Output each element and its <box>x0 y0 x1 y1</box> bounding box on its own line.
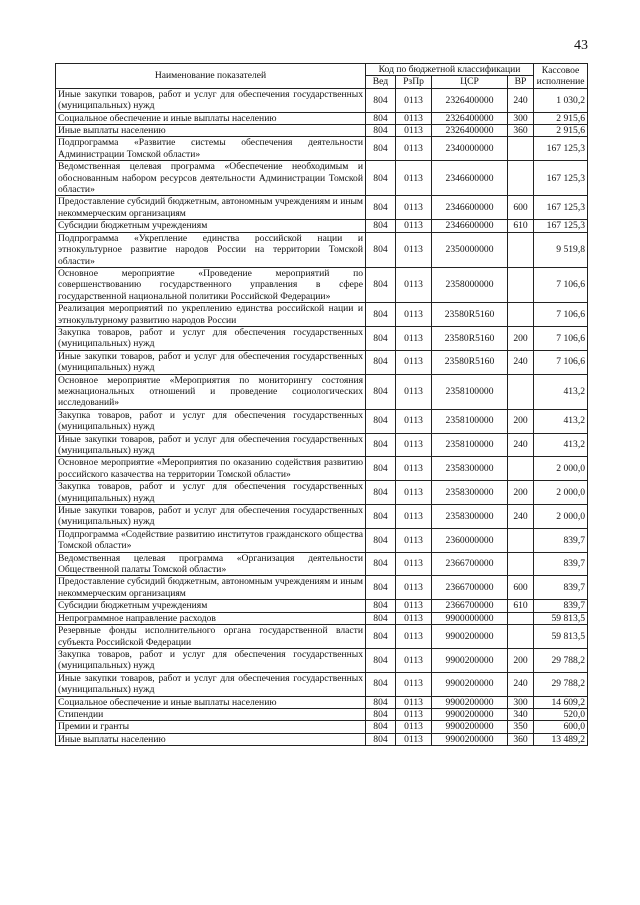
row-amount: 2 915,6 <box>534 112 588 124</box>
row-name: Иные закупки товаров, работ и услуг для обеспечения государственных (муниципальных) нужд <box>56 88 366 112</box>
row-name: Основное мероприятие «Проведение мероприятий по совершенствованию государственного управления в сфере государственной национальной политики Российской Федерации» <box>56 267 366 302</box>
row-ved: 804 <box>366 600 396 612</box>
row-name: Закупка товаров, работ и услуг для обеспечения государственных (муниципальных) нужд <box>56 648 366 672</box>
row-csr: 9900200000 <box>432 648 508 672</box>
row-csr: 2358100000 <box>432 374 508 409</box>
table-row <box>56 88 588 112</box>
row-rzpr: 0113 <box>396 112 432 124</box>
row-csr: 2350000000 <box>432 232 508 267</box>
row-vr <box>508 457 534 481</box>
row-amount: 839,7 <box>534 528 588 552</box>
row-name: Премии и гранты <box>56 721 366 733</box>
row-vr: 240 <box>508 672 534 696</box>
row-ved: 804 <box>366 137 396 161</box>
row-rzpr: 0113 <box>396 708 432 720</box>
row-name: Ведомственная целевая программа «Организация деятельности Общественной палаты Томской области» <box>56 552 366 576</box>
header-ved: Вед <box>366 76 396 88</box>
row-amount: 2 915,6 <box>534 125 588 137</box>
row-csr: 2360000000 <box>432 528 508 552</box>
table-row <box>56 267 588 302</box>
table-row <box>56 137 588 161</box>
row-name: Иные закупки товаров, работ и услуг для обеспечения государственных (муниципальных) нужд <box>56 672 366 696</box>
table-row <box>56 696 588 708</box>
row-ved: 804 <box>366 672 396 696</box>
row-vr <box>508 374 534 409</box>
row-vr: 240 <box>508 433 534 457</box>
row-csr: 2358300000 <box>432 457 508 481</box>
table-row <box>56 733 588 745</box>
table-row <box>56 232 588 267</box>
row-vr <box>508 625 534 649</box>
row-rzpr: 0113 <box>396 220 432 232</box>
row-vr: 600 <box>508 576 534 600</box>
row-ved: 804 <box>366 220 396 232</box>
table-row <box>56 672 588 696</box>
table-row <box>56 481 588 505</box>
row-vr: 350 <box>508 721 534 733</box>
row-vr <box>508 612 534 624</box>
table-row <box>56 196 588 220</box>
header-code-group: Код по бюджетной классификации <box>366 64 534 76</box>
row-csr: 9900200000 <box>432 733 508 745</box>
header-amount: Кассовое исполнение <box>534 64 588 89</box>
table-row <box>56 648 588 672</box>
row-name: Подпрограмма «Содействие развитию институтов гражданского общества Томской области» <box>56 528 366 552</box>
row-ved: 804 <box>366 374 396 409</box>
row-amount: 7 106,6 <box>534 267 588 302</box>
row-rzpr: 0113 <box>396 457 432 481</box>
row-rzpr: 0113 <box>396 161 432 196</box>
row-rzpr: 0113 <box>396 196 432 220</box>
row-name: Иные закупки товаров, работ и услуг для обеспечения государственных (муниципальных) нужд <box>56 433 366 457</box>
row-rzpr: 0113 <box>396 125 432 137</box>
row-amount: 13 489,2 <box>534 733 588 745</box>
table-row <box>56 350 588 374</box>
row-ved: 804 <box>366 326 396 350</box>
row-name: Непрограммное направление расходов <box>56 612 366 624</box>
row-rzpr: 0113 <box>396 481 432 505</box>
row-vr: 200 <box>508 648 534 672</box>
row-ved: 804 <box>366 161 396 196</box>
row-rzpr: 0113 <box>396 733 432 745</box>
table-row <box>56 374 588 409</box>
row-ved: 804 <box>366 528 396 552</box>
row-amount: 29 788,2 <box>534 672 588 696</box>
row-vr: 240 <box>508 88 534 112</box>
row-ved: 804 <box>366 125 396 137</box>
row-amount: 9 519,8 <box>534 232 588 267</box>
row-vr: 200 <box>508 326 534 350</box>
table-row <box>56 600 588 612</box>
row-vr <box>508 528 534 552</box>
row-csr: 9900200000 <box>432 625 508 649</box>
row-ved: 804 <box>366 196 396 220</box>
row-csr: 2346600000 <box>432 161 508 196</box>
row-ved: 804 <box>366 721 396 733</box>
row-name: Иные закупки товаров, работ и услуг для обеспечения государственных (муниципальных) нужд <box>56 505 366 529</box>
row-amount: 1 030,2 <box>534 88 588 112</box>
row-vr: 200 <box>508 481 534 505</box>
row-ved: 804 <box>366 267 396 302</box>
row-name: Предоставление субсидий бюджетным, автономным учреждениям и иным некоммерческим организациям <box>56 576 366 600</box>
row-rzpr: 0113 <box>396 326 432 350</box>
row-name: Основное мероприятие «Мероприятия по мониторингу состояния межнациональных отношений и проведение социологических исследований» <box>56 374 366 409</box>
budget-execution-table <box>55 63 588 746</box>
row-csr: 2358300000 <box>432 505 508 529</box>
row-rzpr: 0113 <box>396 528 432 552</box>
table-row <box>56 125 588 137</box>
row-ved: 804 <box>366 350 396 374</box>
row-vr: 610 <box>508 220 534 232</box>
row-vr: 200 <box>508 409 534 433</box>
row-vr: 360 <box>508 125 534 137</box>
row-csr: 2358000000 <box>432 267 508 302</box>
header-rzpr: РзПр <box>396 76 432 88</box>
row-rzpr: 0113 <box>396 433 432 457</box>
row-csr: 2326400000 <box>432 88 508 112</box>
row-ved: 804 <box>366 696 396 708</box>
row-amount: 839,7 <box>534 552 588 576</box>
row-vr: 240 <box>508 350 534 374</box>
row-vr: 610 <box>508 600 534 612</box>
row-amount: 2 000,0 <box>534 481 588 505</box>
row-rzpr: 0113 <box>396 137 432 161</box>
row-amount: 167 125,3 <box>534 161 588 196</box>
row-csr: 9900200000 <box>432 721 508 733</box>
table-body <box>56 88 588 745</box>
row-name: Ведомственная целевая программа «Обеспечение необходимым и обоснованным набором ресурсов деятельности Администрации Томской области» <box>56 161 366 196</box>
row-csr: 9900200000 <box>432 708 508 720</box>
row-csr: 2326400000 <box>432 112 508 124</box>
row-vr <box>508 232 534 267</box>
row-rzpr: 0113 <box>396 721 432 733</box>
table-row <box>56 721 588 733</box>
table-row <box>56 457 588 481</box>
header-csr: ЦСР <box>432 76 508 88</box>
row-amount: 413,2 <box>534 374 588 409</box>
row-csr: 2358100000 <box>432 409 508 433</box>
table-row <box>56 612 588 624</box>
table-row <box>56 112 588 124</box>
table-row <box>56 409 588 433</box>
row-csr: 9900200000 <box>432 696 508 708</box>
row-csr: 2326400000 <box>432 125 508 137</box>
row-amount: 59 813,5 <box>534 612 588 624</box>
row-ved: 804 <box>366 612 396 624</box>
row-amount: 839,7 <box>534 576 588 600</box>
row-ved: 804 <box>366 88 396 112</box>
row-ved: 804 <box>366 576 396 600</box>
row-vr: 300 <box>508 112 534 124</box>
row-vr <box>508 552 534 576</box>
row-amount: 167 125,3 <box>534 196 588 220</box>
row-name: Иные выплаты населению <box>56 125 366 137</box>
table-row <box>56 576 588 600</box>
row-name: Иные закупки товаров, работ и услуг для обеспечения государственных (муниципальных) нужд <box>56 350 366 374</box>
row-amount: 29 788,2 <box>534 648 588 672</box>
row-amount: 167 125,3 <box>534 137 588 161</box>
row-name: Субсидии бюджетным учреждениям <box>56 600 366 612</box>
row-amount: 7 106,6 <box>534 303 588 327</box>
row-rzpr: 0113 <box>396 696 432 708</box>
row-csr: 2366700000 <box>432 576 508 600</box>
row-amount: 59 813,5 <box>534 625 588 649</box>
row-ved: 804 <box>366 112 396 124</box>
table-row <box>56 708 588 720</box>
row-amount: 167 125,3 <box>534 220 588 232</box>
row-vr: 340 <box>508 708 534 720</box>
row-rzpr: 0113 <box>396 612 432 624</box>
table-row <box>56 326 588 350</box>
table-row <box>56 625 588 649</box>
row-rzpr: 0113 <box>396 232 432 267</box>
row-name: Иные выплаты населению <box>56 733 366 745</box>
table-row <box>56 161 588 196</box>
row-rzpr: 0113 <box>396 552 432 576</box>
row-ved: 804 <box>366 505 396 529</box>
row-ved: 804 <box>366 625 396 649</box>
table-header <box>56 64 588 89</box>
row-ved: 804 <box>366 303 396 327</box>
table-row <box>56 528 588 552</box>
table-row <box>56 433 588 457</box>
row-name: Социальное обеспечение и иные выплаты населению <box>56 696 366 708</box>
row-rzpr: 0113 <box>396 88 432 112</box>
row-name: Основное мероприятие «Мероприятия по оказанию содействия развитию российского казачества на территории Томской области» <box>56 457 366 481</box>
row-csr: 2340000000 <box>432 137 508 161</box>
row-csr: 9900200000 <box>432 672 508 696</box>
row-rzpr: 0113 <box>396 505 432 529</box>
row-vr: 240 <box>508 505 534 529</box>
row-ved: 804 <box>366 708 396 720</box>
row-vr: 600 <box>508 196 534 220</box>
row-amount: 7 106,6 <box>534 350 588 374</box>
row-csr: 23580R5160 <box>432 326 508 350</box>
row-ved: 804 <box>366 457 396 481</box>
row-ved: 804 <box>366 733 396 745</box>
row-amount: 520,0 <box>534 708 588 720</box>
row-rzpr: 0113 <box>396 600 432 612</box>
row-name: Подпрограмма «Укрепление единства российской нации и этнокультурное развитие народов России на территории Томской области» <box>56 232 366 267</box>
header-vr: ВР <box>508 76 534 88</box>
row-name: Предоставление субсидий бюджетным, автономным учреждениям и иным некоммерческим организациям <box>56 196 366 220</box>
row-ved: 804 <box>366 232 396 267</box>
row-rzpr: 0113 <box>396 576 432 600</box>
row-rzpr: 0113 <box>396 374 432 409</box>
row-rzpr: 0113 <box>396 625 432 649</box>
row-amount: 7 106,6 <box>534 326 588 350</box>
row-rzpr: 0113 <box>396 648 432 672</box>
row-vr <box>508 303 534 327</box>
header-name: Наименование показателей <box>56 64 366 89</box>
row-amount: 2 000,0 <box>534 457 588 481</box>
row-vr: 360 <box>508 733 534 745</box>
row-csr: 2366700000 <box>432 552 508 576</box>
page-number: 43 <box>574 38 588 53</box>
row-vr: 300 <box>508 696 534 708</box>
row-csr: 2358300000 <box>432 481 508 505</box>
row-name: Закупка товаров, работ и услуг для обеспечения государственных (муниципальных) нужд <box>56 326 366 350</box>
row-name: Реализация мероприятий по укреплению единства российской нации и этнокультурному развитию народов России <box>56 303 366 327</box>
row-ved: 804 <box>366 648 396 672</box>
row-amount: 14 609,2 <box>534 696 588 708</box>
row-csr: 23580R5160 <box>432 350 508 374</box>
row-rzpr: 0113 <box>396 267 432 302</box>
row-ved: 804 <box>366 433 396 457</box>
row-ved: 804 <box>366 552 396 576</box>
row-vr <box>508 267 534 302</box>
row-csr: 9900000000 <box>432 612 508 624</box>
row-csr: 2346600000 <box>432 196 508 220</box>
row-name: Социальное обеспечение и иные выплаты населению <box>56 112 366 124</box>
row-csr: 23580R5160 <box>432 303 508 327</box>
row-rzpr: 0113 <box>396 672 432 696</box>
row-amount: 2 000,0 <box>534 505 588 529</box>
row-name: Подпрограмма «Развитие системы обеспечения деятельности Администрации Томской области» <box>56 137 366 161</box>
table-row <box>56 505 588 529</box>
row-vr <box>508 161 534 196</box>
row-csr: 2358100000 <box>432 433 508 457</box>
row-name: Резервные фонды исполнительного органа государственной власти субъекта Российской Федерации <box>56 625 366 649</box>
row-csr: 2346600000 <box>432 220 508 232</box>
table-row <box>56 303 588 327</box>
row-name: Закупка товаров, работ и услуг для обеспечения государственных (муниципальных) нужд <box>56 409 366 433</box>
row-vr <box>508 137 534 161</box>
row-ved: 804 <box>366 481 396 505</box>
row-amount: 600,0 <box>534 721 588 733</box>
row-name: Субсидии бюджетным учреждениям <box>56 220 366 232</box>
row-amount: 839,7 <box>534 600 588 612</box>
table-row <box>56 552 588 576</box>
row-rzpr: 0113 <box>396 303 432 327</box>
row-csr: 2366700000 <box>432 600 508 612</box>
row-ved: 804 <box>366 409 396 433</box>
row-name: Стипендии <box>56 708 366 720</box>
table-row <box>56 220 588 232</box>
row-amount: 413,2 <box>534 409 588 433</box>
row-rzpr: 0113 <box>396 409 432 433</box>
row-rzpr: 0113 <box>396 350 432 374</box>
row-amount: 413,2 <box>534 433 588 457</box>
row-name: Закупка товаров, работ и услуг для обеспечения государственных (муниципальных) нужд <box>56 481 366 505</box>
